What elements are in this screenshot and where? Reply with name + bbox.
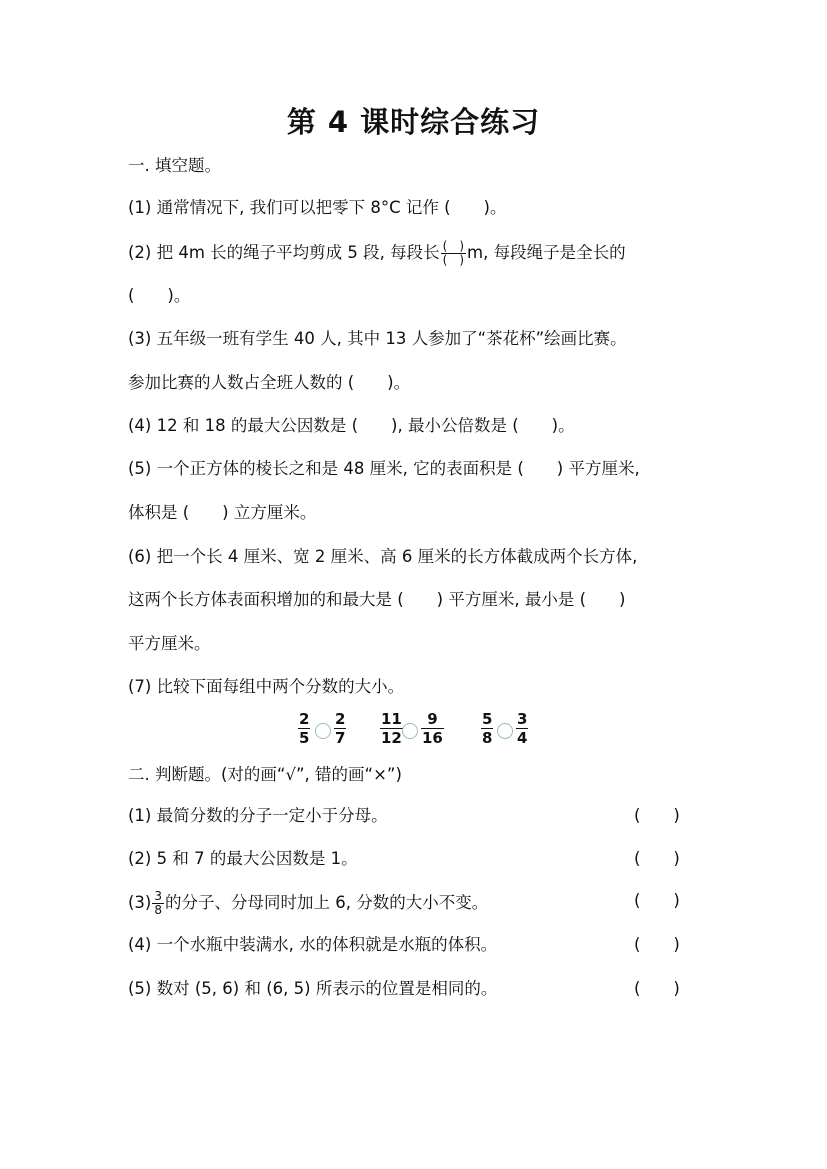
denominator: 12 (381, 729, 402, 747)
numerator: 9 (421, 710, 444, 729)
question-2-part-b: m, 每段绳子是全长的 (467, 243, 626, 262)
comparison-circle-1[interactable] (315, 723, 331, 739)
numerator: 3 (154, 889, 163, 903)
numerator: 2 (299, 710, 310, 728)
section1-heading: 一. 填空题。 (128, 156, 221, 175)
fraction-right-3 (516, 710, 528, 747)
question-2-line-2: ( )。 (128, 286, 191, 305)
judge-answer-bracket-1[interactable]: ( ) (634, 806, 680, 825)
judge-item-3-text: 的分子、分母同时加上 6, 分数的大小不变。 (165, 893, 489, 912)
question-3-line-2: 参加比赛的人数占全班人数的 ( )。 (128, 373, 411, 392)
section2-heading: 二. 判断题。(对的画“√”, 错的画“×”) (128, 765, 402, 784)
fraction-right-2 (421, 710, 444, 747)
judge-answer-bracket-4[interactable]: ( ) (634, 935, 680, 954)
numerator: 11 (381, 710, 402, 728)
denominator: 4 (517, 729, 528, 747)
question-5-line-1: (5) 一个正方体的棱长之和是 48 厘米, 它的表面积是 ( ) 平方厘米, (128, 459, 640, 478)
judge-item-1: (1) 最简分数的分子一定小于分母。 (128, 806, 388, 825)
fraction-numerator-blank: ( ) (442, 239, 465, 253)
numerator: 3 (517, 710, 528, 728)
judge-item-4: (4) 一个水瓶中装满水, 水的体积就是水瓶的体积。 (128, 935, 498, 954)
question-6-line-1: (6) 把一个长 4 厘米、宽 2 厘米、高 6 厘米的长方体截成两个长方体, (128, 547, 638, 566)
judge-item-3-fraction (152, 890, 164, 917)
judge-item-5: (5) 数对 (5, 6) 和 (6, 5) 所表示的位置是相同的。 (128, 979, 498, 998)
page-title: 第 4 课时综合练习 (286, 105, 541, 139)
comparison-circle-3[interactable] (497, 723, 513, 739)
denominator: 8 (482, 729, 493, 747)
comparison-circle-2[interactable] (402, 723, 418, 739)
numerator: 2 (335, 710, 346, 728)
judge-item-2: (2) 5 和 7 的最大公因数是 1。 (128, 849, 358, 868)
judge-answer-bracket-3[interactable]: ( ) (634, 891, 680, 910)
fraction-left-3 (481, 710, 493, 747)
denominator: 16 (422, 729, 443, 747)
question-2-part-a: (2) 把 4m 长的绳子平均剪成 5 段, 每段长 (128, 243, 440, 262)
question-1: (1) 通常情况下, 我们可以把零下 8°C 记作 ( )。 (128, 198, 507, 217)
denominator: 7 (335, 729, 346, 747)
question-4: (4) 12 和 18 的最大公因数是 ( ), 最小公倍数是 ( )。 (128, 416, 575, 435)
judge-answer-bracket-2[interactable]: ( ) (634, 849, 680, 868)
fraction-comparison-row (0, 708, 827, 752)
judge-item-3-prefix: (3) (128, 893, 152, 912)
question-6-line-3: 平方厘米。 (128, 634, 211, 653)
numerator: 5 (482, 710, 493, 728)
question-3-line-1: (3) 五年级一班有学生 40 人, 其中 13 人参加了“茶花杯”绘画比赛。 (128, 329, 627, 348)
fraction-left-1 (298, 710, 310, 747)
question-2-line-1 (128, 240, 626, 267)
question-7: (7) 比较下面每组中两个分数的大小。 (128, 677, 405, 696)
question-5-line-2: 体积是 ( ) 立方厘米。 (128, 503, 317, 522)
judge-answer-bracket-5[interactable]: ( ) (634, 979, 680, 998)
denominator: 8 (154, 903, 163, 917)
fraction-left-2 (380, 710, 403, 747)
judge-item-3 (128, 890, 488, 917)
question-2-fraction-blank (441, 240, 466, 267)
fraction-right-1 (334, 710, 346, 747)
denominator: 5 (299, 729, 310, 747)
question-6-line-2: 这两个长方体表面积增加的和最大是 ( ) 平方厘米, 最小是 ( ) (128, 590, 626, 609)
fraction-denominator-blank: ( ) (442, 253, 465, 267)
